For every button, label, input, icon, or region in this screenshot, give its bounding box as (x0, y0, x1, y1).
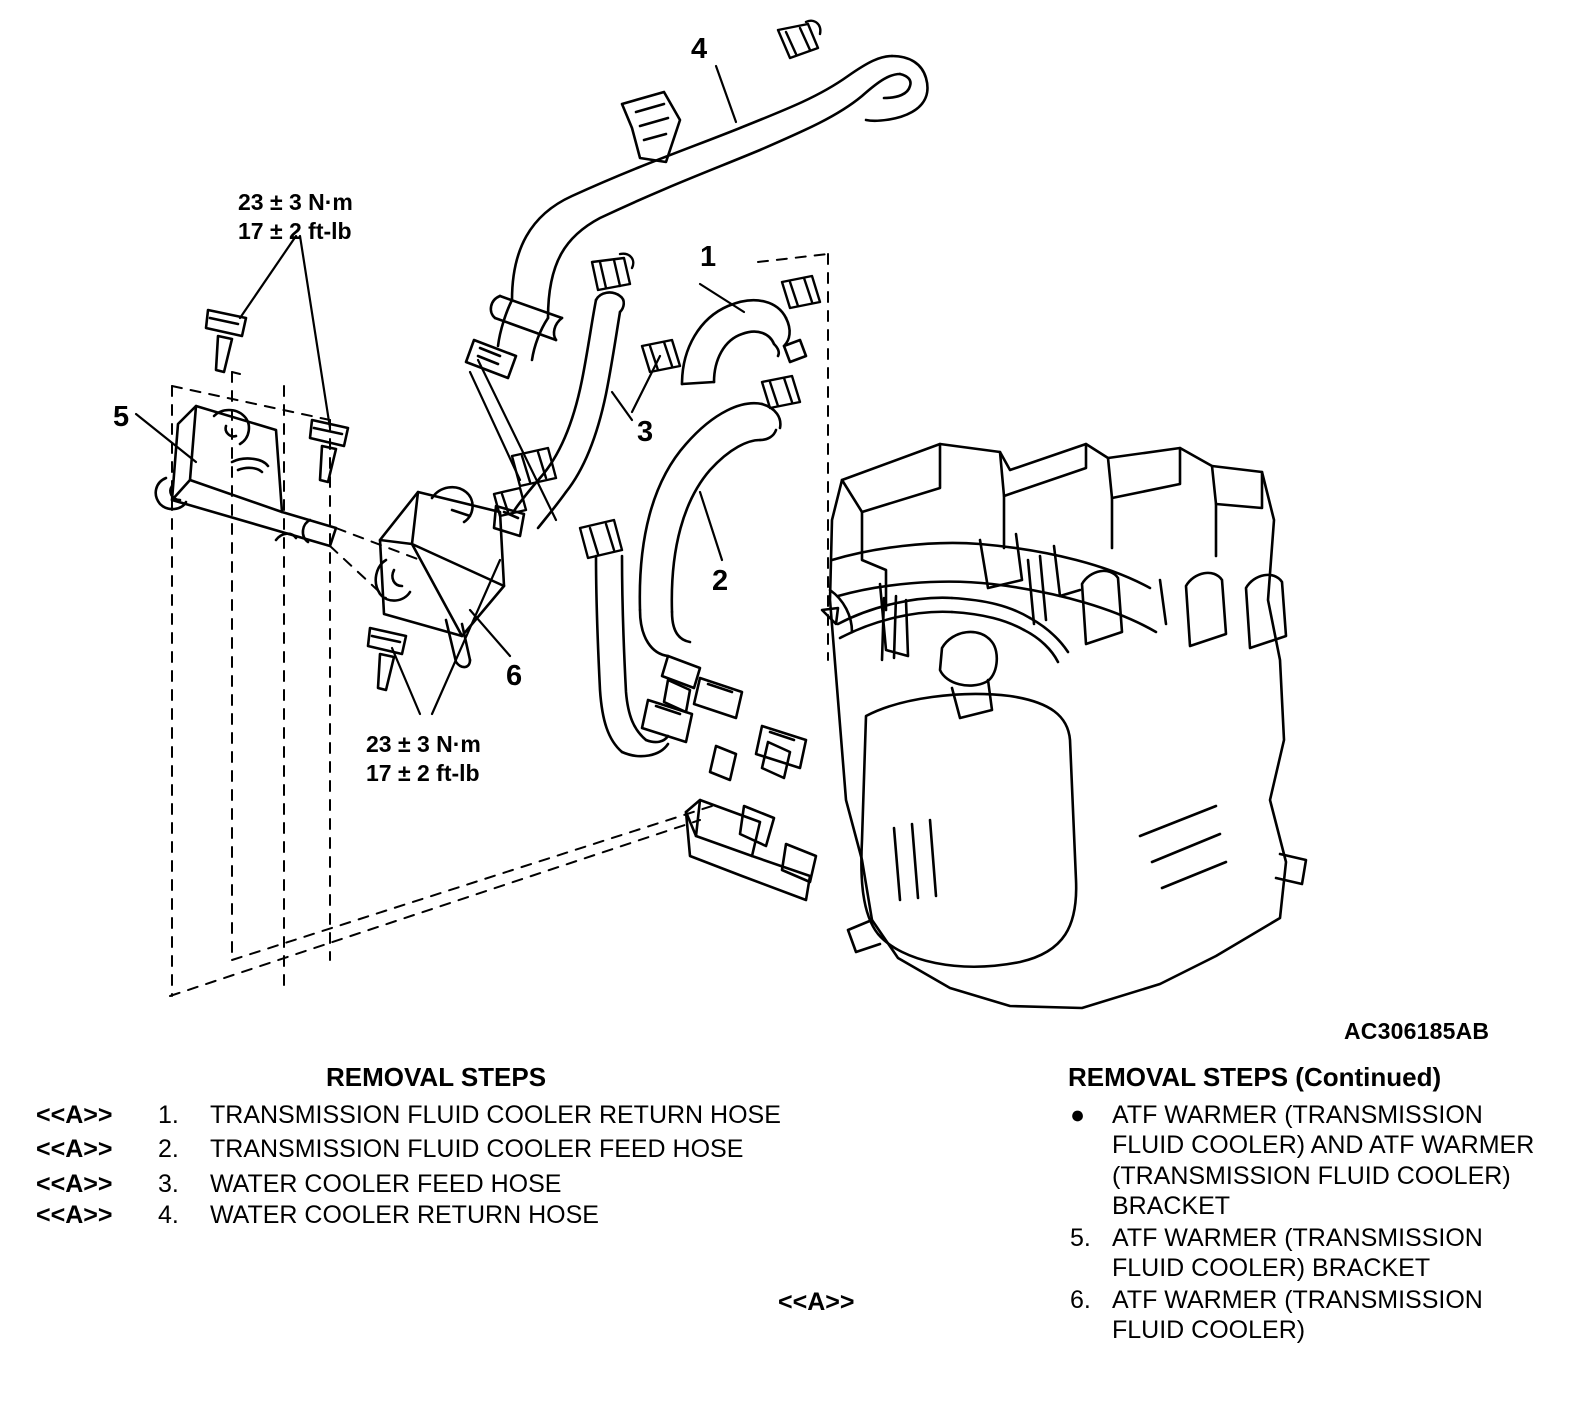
step-number: 3. (158, 1169, 179, 1198)
assembly-leader-line (170, 254, 828, 996)
step-description: TRANSMISSION FLUID COOLER RETURN HOSE (210, 1100, 781, 1129)
hose-4-water-cooler-return (466, 56, 927, 378)
torque-note-lower (366, 730, 481, 788)
transmission-case (830, 444, 1306, 1008)
step-bullet: ● (1070, 1100, 1086, 1129)
step-reference-tag: <<A>> (36, 1100, 113, 1129)
torque-note-upper (238, 188, 353, 246)
callout-4: 4 (691, 33, 708, 65)
hose-2-transmission-fluid-cooler-feed (640, 403, 781, 688)
removal-steps-left-title: REMOVAL STEPS (326, 1062, 547, 1092)
step-description: ATF WARMER (TRANSMISSION FLUID COOLER) (1112, 1285, 1483, 1345)
removal-steps-right-title: REMOVAL STEPS (Continued) (1068, 1062, 1442, 1092)
callout-6: 6 (506, 660, 523, 692)
hose-clamp (494, 21, 820, 558)
removal-steps-left (36, 1062, 816, 1232)
reference-tag-a: <<A>> (778, 1288, 855, 1316)
mounting-bolt (206, 310, 406, 690)
removal-step-item (1060, 1223, 1560, 1284)
removal-step-item (36, 1169, 816, 1200)
torque-note-upper-nm: 23 ± 3 N·m (238, 189, 353, 215)
hose-3-water-cooler-feed (512, 293, 668, 757)
removal-step-item (36, 1134, 816, 1165)
step-reference-tag: <<A>> (36, 1169, 113, 1198)
removal-step-item (1060, 1285, 1560, 1346)
callout-1: 1 (700, 241, 717, 273)
step-number: 1. (158, 1100, 179, 1129)
removal-steps-right (1060, 1062, 1560, 1347)
callout-2: 2 (712, 565, 729, 597)
step-description: WATER COOLER FEED HOSE (210, 1169, 562, 1198)
callout-3: 3 (637, 416, 654, 448)
step-description: ATF WARMER (TRANSMISSION FLUID COOLER) AND ATF WARMER (TRANSMISSION FLUID COOLER) BRACKET (1112, 1100, 1535, 1221)
step-description: WATER COOLER RETURN HOSE (210, 1201, 599, 1230)
step-reference-tag: <<A>> (36, 1201, 113, 1230)
step-number: 2. (158, 1135, 179, 1164)
removal-step-item (36, 1100, 816, 1131)
step-number: 6. (1070, 1285, 1091, 1314)
step-reference-tag: <<A>> (36, 1135, 113, 1164)
step-description: ATF WARMER (TRANSMISSION FLUID COOLER) BRACKET (1112, 1223, 1483, 1283)
step-description: TRANSMISSION FLUID COOLER FEED HOSE (210, 1135, 744, 1164)
callout-5: 5 (113, 401, 130, 433)
torque-note-lower-nm: 23 ± 3 N·m (366, 731, 481, 757)
transmission-tube (838, 556, 1068, 662)
figure-id-label: AC306185AB (1344, 1018, 1490, 1044)
torque-note-lower-ftlb: 17 ± 2 ft-lb (366, 759, 480, 786)
removal-step-item (1060, 1100, 1560, 1222)
step-number: 4. (158, 1201, 179, 1230)
torque-note-upper-ftlb: 17 ± 2 ft-lb (238, 217, 352, 244)
atf-warmer-body (376, 487, 524, 667)
step-number: 5. (1070, 1223, 1091, 1252)
removal-step-item (36, 1200, 816, 1231)
atf-warmer-bracket (156, 406, 336, 546)
